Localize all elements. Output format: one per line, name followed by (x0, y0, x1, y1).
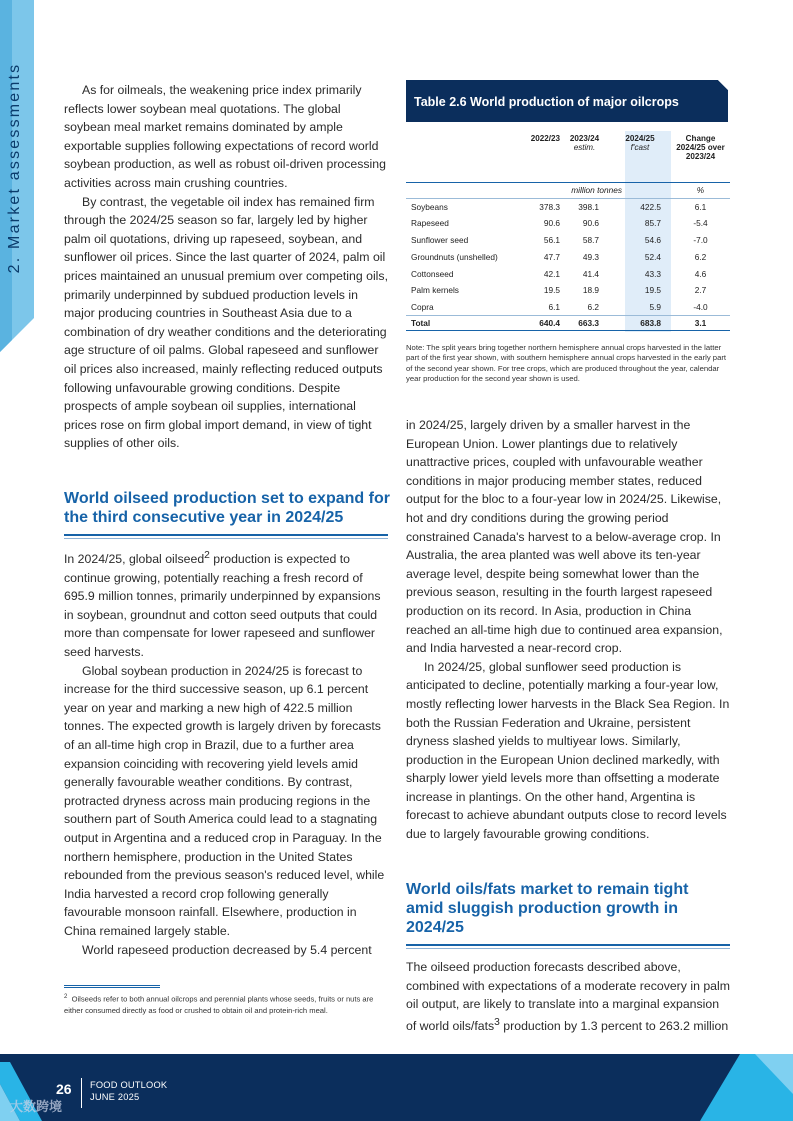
table-row: Groundnuts (unshelled) 47.7 49.3 52.4 6.2 (411, 251, 707, 262)
table-row: Cottonseed 42.1 41.4 43.3 4.6 (411, 268, 707, 279)
left-column-oilseed (64, 547, 388, 959)
publication-name: FOOD OUTLOOK JUNE 2025 (90, 1080, 168, 1102)
page-number: 26 (56, 1081, 72, 1097)
heading-rule (64, 534, 388, 539)
table-row: Copra 6.1 6.2 5.9 -4.0 (411, 301, 708, 312)
col-header-2023-24: 2023/24 estim. (569, 134, 600, 152)
footnote: $^2$ Oilseeds refer to both annual oilcrops and perennial plants whose seeds, fruits or nuts are either consumed directly as food or crushed to obtain oil and protein-rich meal. (64, 994, 374, 1015)
table-title: Table 2.6 World production of major oilcrops (414, 95, 679, 109)
paragraph: By contrast, the vegetable oil index has remained firm through the 2024/25 season so far, largely led by higher palm oil quotations, driving up rapeseed, soybean, and sunflower oil prices. Since the last quarter of 2024, palm oil prices maintained an unusual premium over competing oils, primarily underpinned by subdued production levels in major producing countries in Southeast Asia due to a combination of dry weather conditions and the deteriorating age structure of oil palms. Global rapeseed and sunflower oil prices also increased, mainly reflecting reduced outputs following unfavourable growing conditions. Despite prospects of ample soybean oil supplies, international prices rose on firm global import demand, in view of tight supplies of other oils. (64, 194, 388, 451)
footer-divider (81, 1078, 82, 1108)
table-note: Note: The split years bring together northern hemisphere annual crops harvested in the latter part of the first year shown, with southern hemisphere annual crops harvested in the early part of the second year shown. For tree crops, which are produced throughout the year, calendar year production for the second year shown is used. (406, 343, 727, 384)
table-row: Rapeseed 90.6 90.6 85.7 -5.4 (411, 218, 708, 229)
right-column-text (406, 416, 730, 844)
footnote-ref[interactable]: 2 (204, 550, 210, 561)
heading-rule (406, 944, 730, 949)
paragraph: in 2024/25, largely driven by a smaller harvest in the European Union. Lower plantings due to relatively unattractive prices, coupled with unfavourable weather conditions in major producing member states, reduced output for the bloc to a four-year low in 2024/25. Likewise, hot and dry conditions during the growing period constrained Canada's harvest to a below-average crop. In Australia, the area planted was well above its ten-year average level, despite being somewhat lower than the previous season, resulting in the fourth largest rapeseed production on its record. In Asia, production in China reached an all-time high due to continued area expansion, and India harvested a near-record crop. (406, 418, 723, 656)
section-heading-oils-fats: World oils/fats market to remain tight amid sluggish production growth in 2024/25 (406, 881, 689, 936)
paragraph: As for oilmeals, the weakening price index primarily reflects lower soybean meal quotations. The global soybean meal market remains dominated by ample exportable supplies following expectations of record world soybean production, as well as robust oil-driven processing activities across main crushing countries. (64, 83, 386, 190)
watermark: 大数跨境 (10, 1099, 63, 1114)
footnote-ref[interactable]: 3 (494, 1016, 500, 1028)
col-header-change: Change 2024/25 over 2023/24 (676, 134, 725, 161)
col-header-2022-23: 2022/23 (530, 134, 560, 143)
table-total-row: Total 640.4 663.3 683.8 3.1 (406, 316, 730, 331)
section-side-label: 2. Market assessments (6, 62, 23, 274)
table-row: Sunflower seed 56.1 58.7 54.6 -7.0 (411, 234, 708, 245)
table-title-bar (406, 80, 728, 122)
paragraph: In 2024/25, global sunflower seed production is anticipated to decline, potentially marking a four-year low, mostly reflecting lower harvests in the Black Sea Region. In both the Russian Federation and Ukraine, persistent dryness slashed yields to multiyear lows. Similarly, production in the European Union declined markedly, with sharply lower yield levels more than offsetting a moderate increase in plantings. On the other hand, Argentina is forecast to achieve abundant outputs close to record levels due to largely favourable growing conditions. (406, 659, 730, 842)
table-header-row (406, 131, 730, 182)
paragraph: Global soybean production in 2024/25 is forecast to increase for the third successive season, up 6.1 percent year on year and marking a new high of 422.5 million tonnes. The expected growth is largely driven by forecasts of an all-time high crop in Brazil, due to a further area expansion coinciding with recovering yield levels amid generally favourable weather conditions. By contrast, protracted dryness across main producing regions in the southern part of South America could lead to a stagnating output in Argentina and a reduced crop in Paraguay. In the northern hemisphere, production in the United States rebounded from the previous season's reduced level, while India harvested a record crop following generally favourable monsoon rainfall. Elsewhere, production in China remained largely stable. (64, 663, 385, 938)
col-header-2024-25: 2024/25 f'cast (625, 134, 655, 152)
unit-label-percent: % (696, 185, 705, 195)
right-column-oils-fats (406, 958, 730, 1035)
footnote-rule (64, 985, 160, 988)
table-unit-row (406, 182, 730, 198)
paragraph: The oilseed production forecasts described above, combined with expectations of a moderate recovery in palm oil output, are likely to translate into a marginal expansion of world oils/fats$^3$ production by 1.3 percent to 263.2 million (406, 960, 730, 1033)
oilcrops-table (406, 131, 730, 331)
left-column-intro (64, 81, 388, 453)
section-heading-oilseed: World oilseed production set to expand for the third consecutive year in 2024/25 (64, 490, 390, 526)
unit-label: million tonnes (571, 185, 622, 195)
paragraph: World rapeseed production decreased by 5.4 percent (82, 942, 372, 957)
table-row: Soybeans 378.3 398.1 422.5 6.1 (411, 201, 707, 212)
paragraph: In 2024/25, global oilseed$^2$ production is expected to continue growing, potentially reaching a fresh record of 695.9 million tonnes, primarily underpinned by expansions in soybean, groundnut and cotton seed outputs that could more than compensate for lower rapeseed and sunflower seed harvests. (64, 550, 381, 660)
table-row: Palm kernels 19.5 18.9 19.5 2.7 (411, 285, 707, 296)
